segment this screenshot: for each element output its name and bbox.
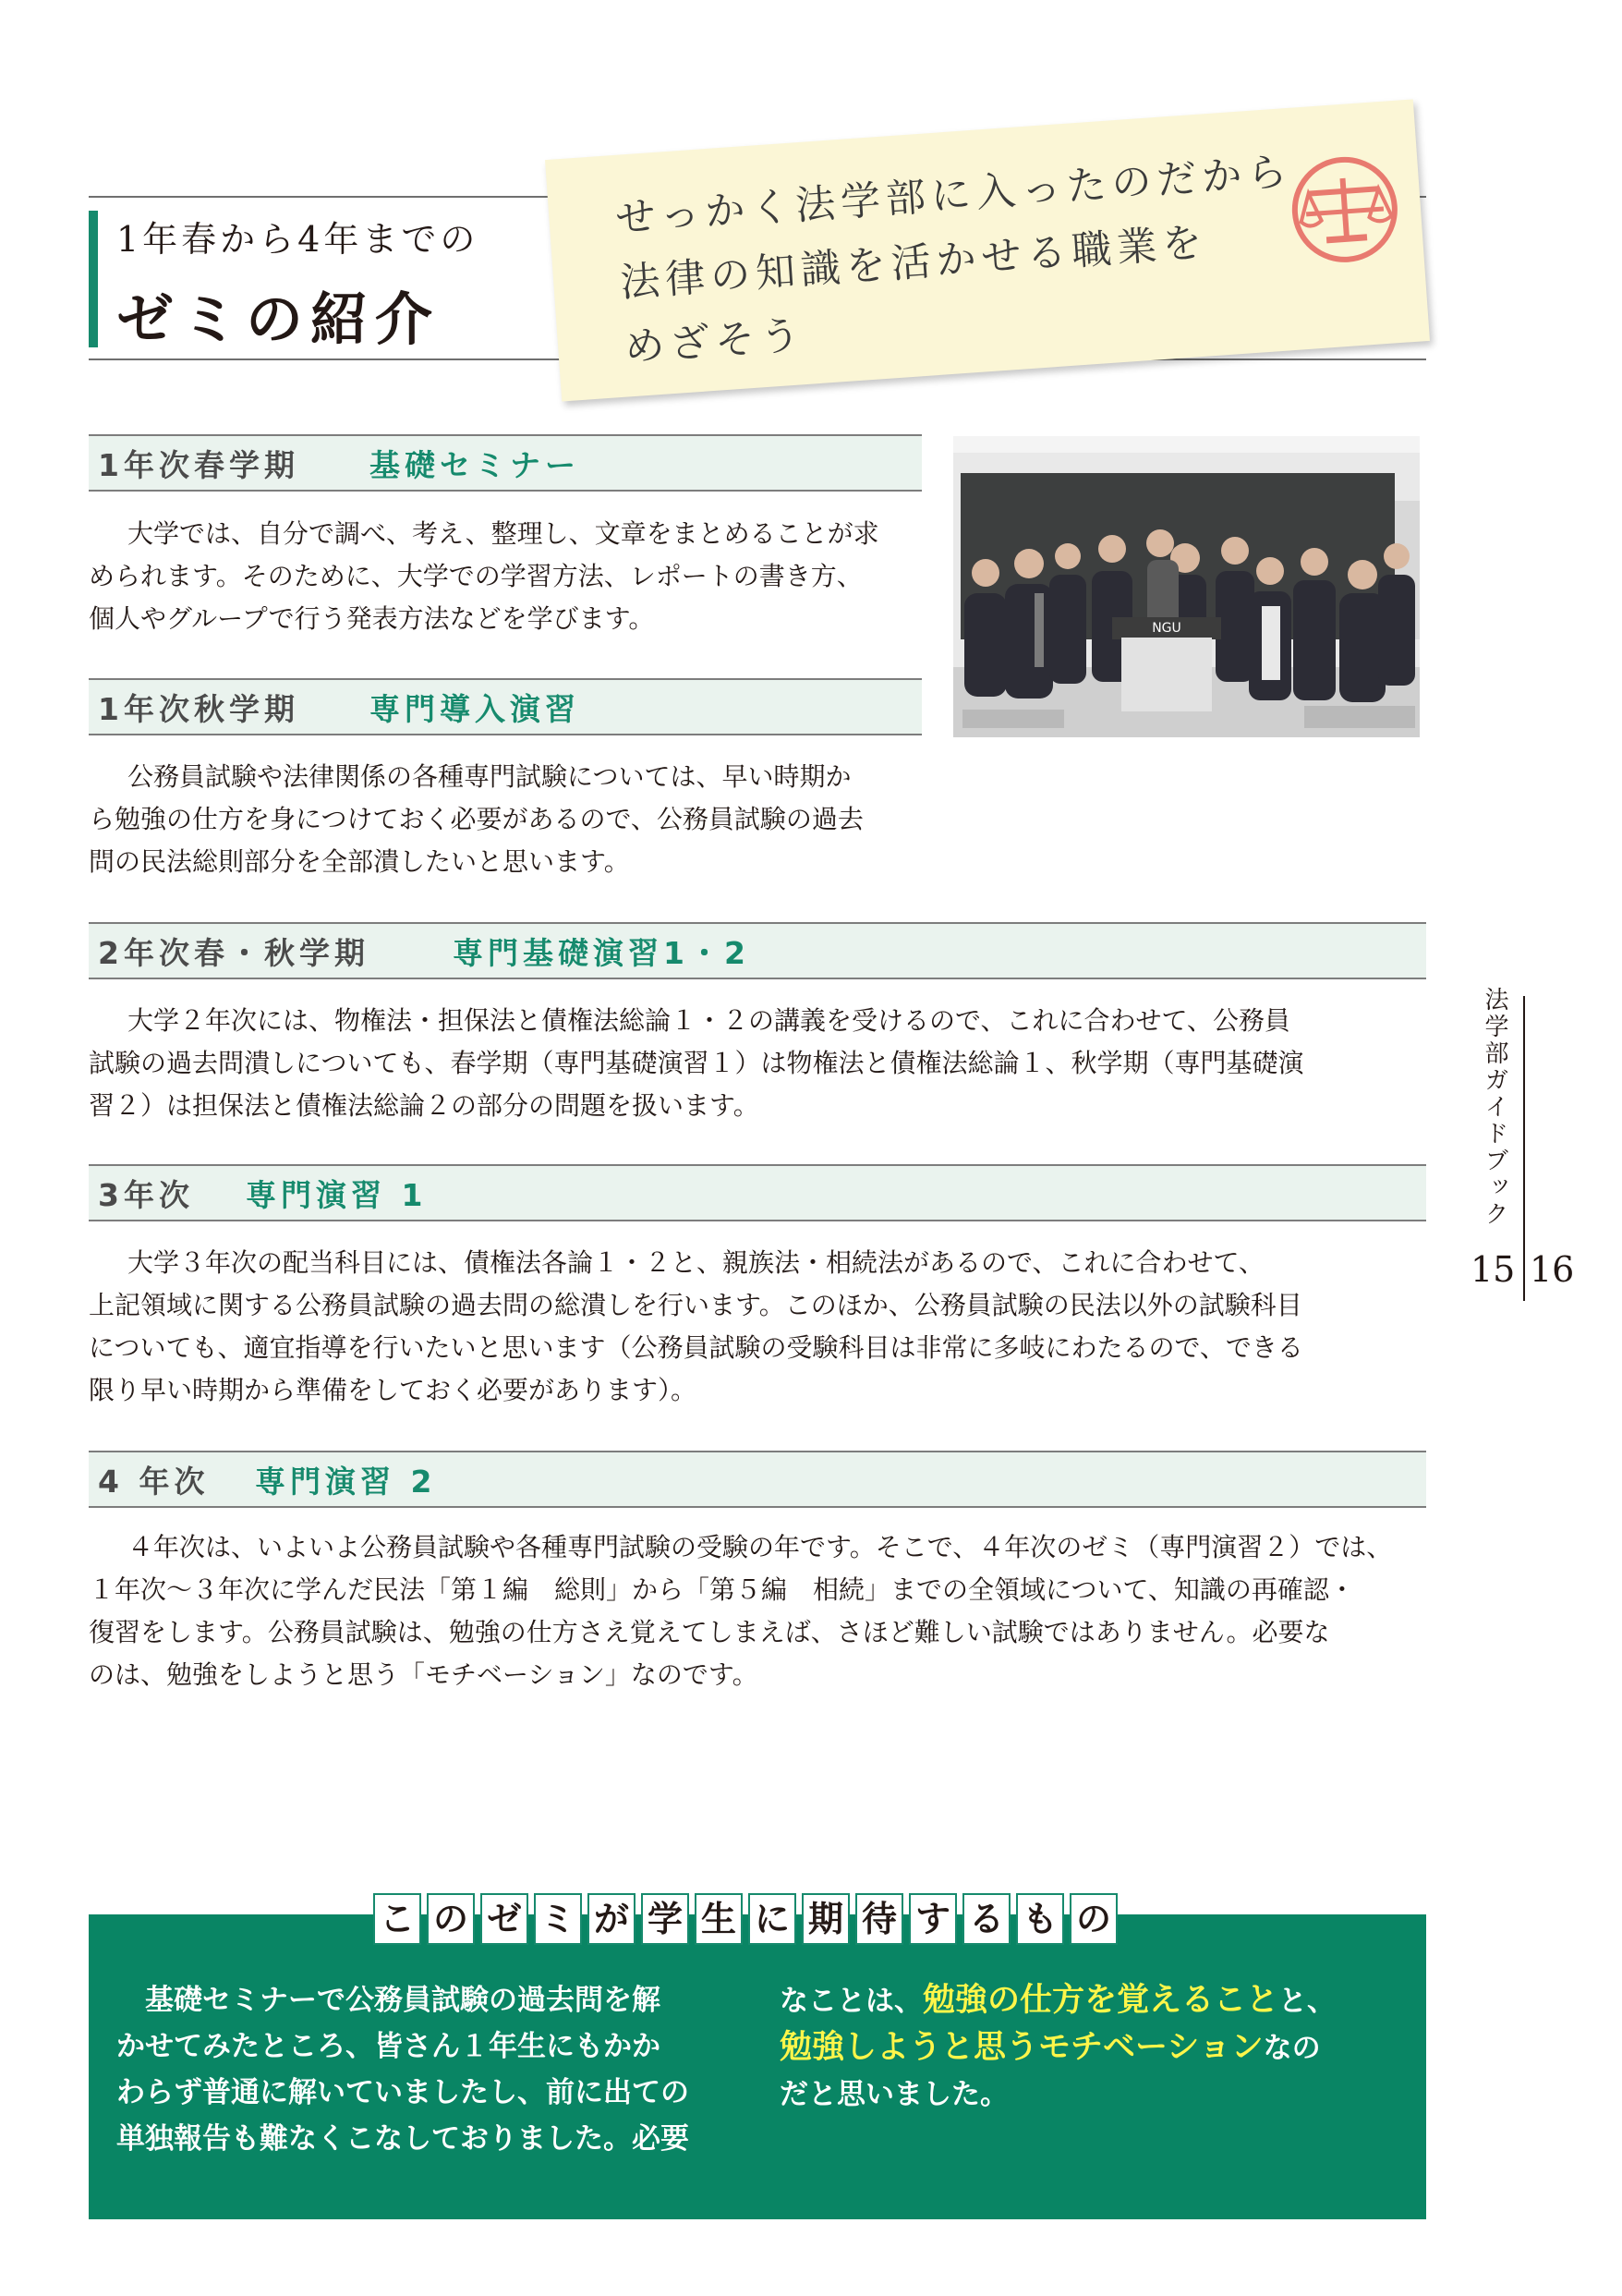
box-right-column [780, 1977, 1408, 2118]
header-accent-bar [89, 211, 98, 347]
podium-label: NGU [1152, 621, 1181, 636]
box-line [780, 1977, 1408, 2024]
body-line: 問の民法総則部分を全部潰したいと思います。 [89, 846, 630, 877]
section-year: 3年次 [98, 1177, 194, 1213]
section-body-4 [89, 1242, 1432, 1412]
section-body-1 [89, 513, 929, 640]
section-head-5 [89, 1451, 1426, 1508]
box-text: なの [1263, 2032, 1321, 2065]
title-char: が [587, 1893, 635, 1945]
section-name: 専門導入演習 [369, 691, 580, 727]
title-char: 生 [695, 1893, 743, 1945]
box-text: と、 [1278, 1985, 1337, 2018]
scales-of-justice-icon [1286, 151, 1404, 269]
title-char: 期 [802, 1893, 850, 1945]
title-char: の [427, 1893, 475, 1945]
box-line: だと思いました。 [780, 2078, 1009, 2111]
highlight-text: 勉強しようと思うモチベーション [780, 2029, 1264, 2066]
title-char: も [1016, 1893, 1064, 1945]
body-line: 復習をします。公務員試験は、勉強の仕方さえ覚えてしまえば、さほど難しい試験ではありません。必要な [89, 1617, 1330, 1647]
title-char: す [909, 1893, 957, 1945]
title-char: に [748, 1893, 796, 1945]
box-line [780, 2024, 1408, 2071]
body-line: 公務員試験や法律関係の各種専門試験については、早い時期か [127, 761, 852, 792]
body-line: 大学３年次の配当科目には、債権法各論１・２と、親族法・相続法があるので、これに合わせて、 [127, 1247, 1265, 1278]
title-char: 学 [641, 1893, 689, 1945]
group-photo-image [953, 436, 1420, 737]
body-line: 限り早い時期から準備をしておく必要があります）。 [89, 1375, 697, 1405]
box-line: 基礎セミナーで公務員試験の過去問を解 [145, 1984, 660, 2017]
section-head-1 [89, 434, 922, 492]
body-line: 大学では、自分で調べ、考え、整理し、文章をまとめることが求 [127, 518, 879, 549]
box-line: わらず普通に解いていましたし、前に出ての [116, 2076, 689, 2109]
section-year: 4 年次 [98, 1464, 210, 1500]
section-name: 基礎セミナー [369, 447, 580, 483]
note-line: 法律の知識を活かせる職業を [618, 219, 1209, 307]
section-name: 専門基礎演習1・2 [453, 935, 750, 971]
body-line: のは、勉強をしようと思う「モチベーション」なのです。 [89, 1659, 758, 1690]
title-char: の [1070, 1893, 1118, 1945]
section-year: 1年次秋学期 [98, 691, 299, 727]
body-line: ら勉強の仕方を身につけておく必要があるので、公務員試験の過去 [89, 804, 864, 834]
box-line: 単独報告も難なくこなしておりました。必要 [116, 2122, 689, 2156]
note-line: めざそう [623, 312, 807, 371]
title-char: る [962, 1893, 1011, 1945]
box-text: なことは、 [780, 1985, 923, 2018]
body-line: 個人やグループで行う発表方法などを学びます。 [89, 603, 655, 634]
expectations-box-title [373, 1893, 1123, 1950]
section-head-4 [89, 1164, 1426, 1221]
title-char: こ [373, 1893, 421, 1945]
body-line: 上記領域に関する公務員試験の過去問の総潰しを行います。このほか、公務員試験の民法以外の試験科目 [89, 1290, 1302, 1320]
body-line: についても、適宜指導を行いたいと思います（公務員試験の受験科目は非常に多岐にわたるので、できる [89, 1332, 1303, 1363]
body-line: められます。そのために、大学での学習方法、レポートの書き方、 [89, 561, 863, 591]
section-head-3 [89, 922, 1426, 979]
note-line: せっかく法学部に入ったのだから [613, 148, 1294, 242]
body-line: ４年次は、いよいよ公務員試験や各種専門試験の受験の年です。そこで、４年次のゼミ（専門演習２）では、 [127, 1532, 1393, 1562]
section-name: 専門演習 1 [246, 1177, 428, 1213]
page-number-right: 16 [1530, 1249, 1575, 1290]
body-line: １年次～３年次に学んだ民法「第１編 総則」から「第５編 相続」までの全領域について、知識の再確認・ [89, 1574, 1355, 1605]
seminar-group-photo [953, 436, 1420, 737]
section-head-2 [89, 678, 922, 735]
side-rule [1523, 996, 1525, 1301]
title-char: 待 [855, 1893, 903, 1945]
header-subtitle: 1年春から4年までの [116, 219, 479, 260]
section-name: 専門演習 2 [255, 1464, 437, 1500]
section-body-5 [89, 1526, 1432, 1696]
box-line: かせてみたところ、皆さん１年生にもかか [116, 2030, 660, 2063]
section-year: 2年次春・秋学期 [98, 935, 369, 971]
guidebook-label: 法学部ガイドブック [1481, 987, 1508, 1228]
title-char: ミ [534, 1893, 582, 1945]
section-body-2 [89, 756, 929, 883]
highlight-text: 勉強の仕方を覚えること [923, 1982, 1279, 2019]
body-line: 大学２年次には、物権法・担保法と債権法総論１・２の講義を受けるので、これに合わせて、公務員 [127, 1005, 1290, 1036]
sticky-note [545, 99, 1430, 401]
page-title: ゼミの紹介 [116, 285, 441, 353]
box-left-column [116, 1977, 744, 2162]
title-char: ゼ [480, 1893, 528, 1945]
section-year: 1年次春学期 [98, 447, 299, 483]
section-body-3 [89, 1000, 1432, 1127]
body-line: 試験の過去問潰しについても、春学期（専門基礎演習１）は物権法と債権法総論１、秋学期（専門基礎演 [89, 1048, 1304, 1078]
body-line: 習２）は担保法と債権法総論２の部分の問題を扱います。 [89, 1090, 759, 1121]
page-number-left: 15 [1471, 1249, 1516, 1290]
